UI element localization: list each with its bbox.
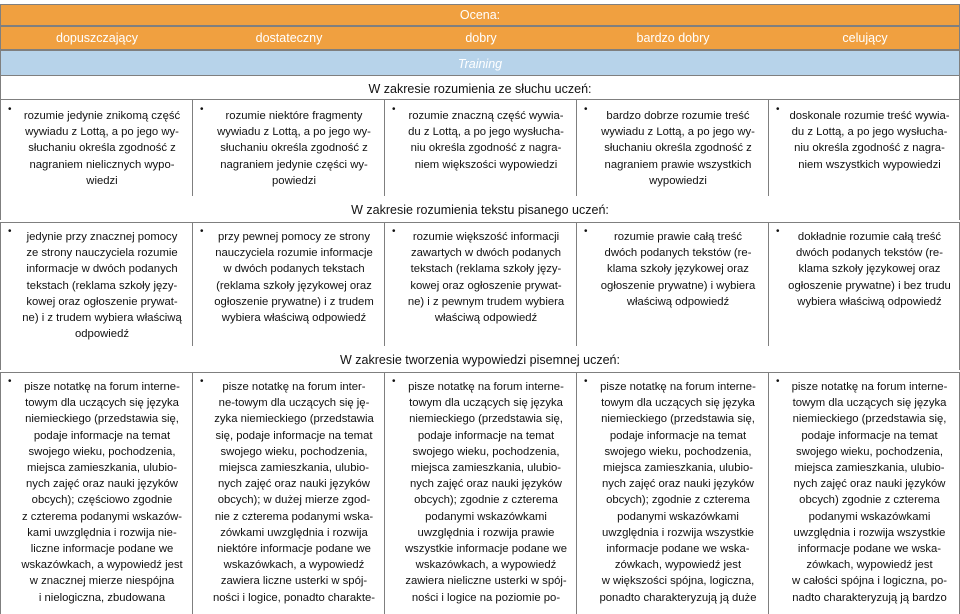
bullet-icon: • xyxy=(8,104,12,115)
grade-dobry: dobry xyxy=(465,31,497,45)
section-row xyxy=(0,222,960,346)
grade-dostateczny: dostateczny xyxy=(255,31,323,45)
bullet-icon: • xyxy=(392,226,396,237)
criteria-cell: • rozumie prawie całą treść dwóch podanych tekstów (re- klama szkoły językowej oraz ogłoszenie prywatne) i wybiera właściwą odpowiedź xyxy=(576,222,768,346)
grade-celujacy: celujący xyxy=(842,31,888,45)
section-title: W zakresie tworzenia wypowiedzi pisemnej uczeń: xyxy=(340,353,620,367)
section-title-row xyxy=(0,196,960,220)
criteria-cell: • pisze notatkę na forum interne- towym dla uczących się języka niemieckiego (przedstawia się, podaje informacje na temat swojego wieku, pochodzenia, miejsca zamieszkania, ulubio- nych zajęć oraz nauki języków obcych); zgodnie z czterema podanymi wskazówkami uwzględnia i rozwija wszystkie informacje podane we wska- zówkach, wypowiedź jest w większości spójna, logiczna, ponadto charakteryzują ją duże xyxy=(576,372,768,614)
bullet-icon: • xyxy=(776,376,780,387)
criteria-cell: • pisze notatkę na forum interne- towym dla uczących się języka niemieckiego (przedstawia się, podaje informacje na temat swojego wieku, pochodzenia, miejsca zamieszkania, ulubio- nych zajęć oraz nauki języków obcych); częściowo zgodnie z czterema podanymi wskazów- kami uwzględnia i rozwija nie- liczne informacje podane we wskazówkach, a wypowiedź jest w znacznej mierze niespójna i nielogiczna, zbudowana xyxy=(0,372,192,614)
training-label: Training xyxy=(457,57,503,71)
bullet-icon: • xyxy=(392,376,396,387)
grade-bardzo-dobry: bardzo dobry xyxy=(636,31,710,45)
criteria-cell: • przy pewnej pomocy ze strony nauczyciela rozumie informacje w dwóch podanych tekstach (reklama szkoły językowej oraz ogłoszenie prywatne) i z trudem wybiera właściwą odpowiedź xyxy=(192,222,384,346)
criteria-cell: • jedynie przy znacznej pomocy ze strony nauczyciela rozumie informacje w dwóch podanych tekstach (reklama szkoły języ- kowej oraz ogłoszenie prywat- ne) i z trudem wybiera właściwą odpowiedź xyxy=(0,222,192,346)
bullet-icon: • xyxy=(8,376,12,387)
bullet-icon: • xyxy=(776,104,780,115)
criteria-cell: • rozumie niektóre fragmenty wywiadu z Lottą, a po jego wy- słuchaniu określa zgodność z nagraniem jedynie części wy- powiedzi xyxy=(192,100,384,196)
bullet-icon: • xyxy=(200,376,204,387)
criteria-cell: • rozumie znaczną część wywia- du z Lottą, a po jego wysłucha- niu określa zgodność z nagra- niem większości wypowiedzi xyxy=(384,100,576,196)
section-row xyxy=(0,100,960,196)
training-row xyxy=(0,50,960,76)
criteria-cell: • pisze notatkę na forum interne- towym dla uczących się języka niemieckiego (przedstawia się, podaje informacje na temat swojego wieku, pochodzenia, miejsca zamieszkania, ulubio- nych zajęć oraz nauki języków obcych) zgodnie z czterema podanymi wskazówkami uwzględnia i rozwija wszystkie informacje podane we wska- zówkach, wypowiedź jest w całości spójna i logiczna, po- nadto charakteryzują ją bardzo xyxy=(768,372,960,614)
grade-dopuszczajacy: dopuszczający xyxy=(56,31,138,45)
bullet-icon: • xyxy=(584,104,588,115)
bullet-icon: • xyxy=(584,376,588,387)
grade-names-row xyxy=(0,26,960,50)
criteria-cell: • bardzo dobrze rozumie treść wywiadu z Lottą, a po jego wy- słuchaniu określa zgodność z nagraniem prawie wszystkich wypowiedzi xyxy=(576,100,768,196)
grade-header-title-row xyxy=(0,4,960,26)
criteria-cell: • dokładnie rozumie całą treść dwóch podanych tekstów (re- klama szkoły językowej oraz ogłoszenie prywatne) i bez trudu wybiera właściwą odpowiedź xyxy=(768,222,960,346)
criteria-cell: • pisze notatkę na forum inter- ne-towym dla uczących się ję- zyka niemieckiego (przedstawia się, podaje informacje na temat swojego wieku, pochodzenia, miejsca zamieszkania, ulubio- nych zajęć oraz nauki języków obcych); w dużej mierze zgod- nie z czterema podanymi wska- zówkami uwzględnia i rozwija niektóre informacje podane we wskazówkach, a wypowiedź zawiera liczne usterki w spój- ności i logice, ponadto charakte- xyxy=(192,372,384,614)
criteria-cell: • doskonale rozumie treść wywia- du z Lottą, a po jego wysłucha- niu określa zgodność z nagra- niem wszystkich wypowiedzi xyxy=(768,100,960,196)
bullet-icon: • xyxy=(8,226,12,237)
section-title-row xyxy=(0,76,960,99)
criteria-cell: • rozumie większość informacji zawartych w dwóch podanych tekstach (reklama szkoły języ- kowej oraz ogłoszenie prywat- ne) i z pewnym trudem wybiera właściwą odpowiedź xyxy=(384,222,576,346)
section-title-row xyxy=(0,346,960,370)
bullet-icon: • xyxy=(200,226,204,237)
bullet-icon: • xyxy=(584,226,588,237)
criteria-cell: • pisze notatkę na forum interne- towym dla uczących się języka niemieckiego (przedstawia się, podaje informacje na temat swojego wieku, pochodzenia, miejsca zamieszkania, ulubio- nych zajęć oraz nauki języków obcych); zgodnie z czterema podanymi wskazówkami uwzględnia i rozwija prawie wszystkie informacje podane we wskazówkach, a wypowiedź zawiera nieliczne usterki w spój- ności i logice na poziomie po- xyxy=(384,372,576,614)
bullet-icon: • xyxy=(200,104,204,115)
grade-header-title: Ocena: xyxy=(459,8,501,22)
bullet-icon: • xyxy=(776,226,780,237)
section-row xyxy=(0,372,960,614)
bullet-icon: • xyxy=(392,104,396,115)
section-title: W zakresie rozumienia tekstu pisanego uczeń: xyxy=(351,203,609,217)
criteria-cell: • rozumie jedynie znikomą część wywiadu z Lottą, a po jego wy- słuchaniu określa zgodność z nagraniem nielicznych wypo- wiedzi xyxy=(0,100,192,196)
section-title: W zakresie rozumienia ze słuchu uczeń: xyxy=(368,82,592,96)
